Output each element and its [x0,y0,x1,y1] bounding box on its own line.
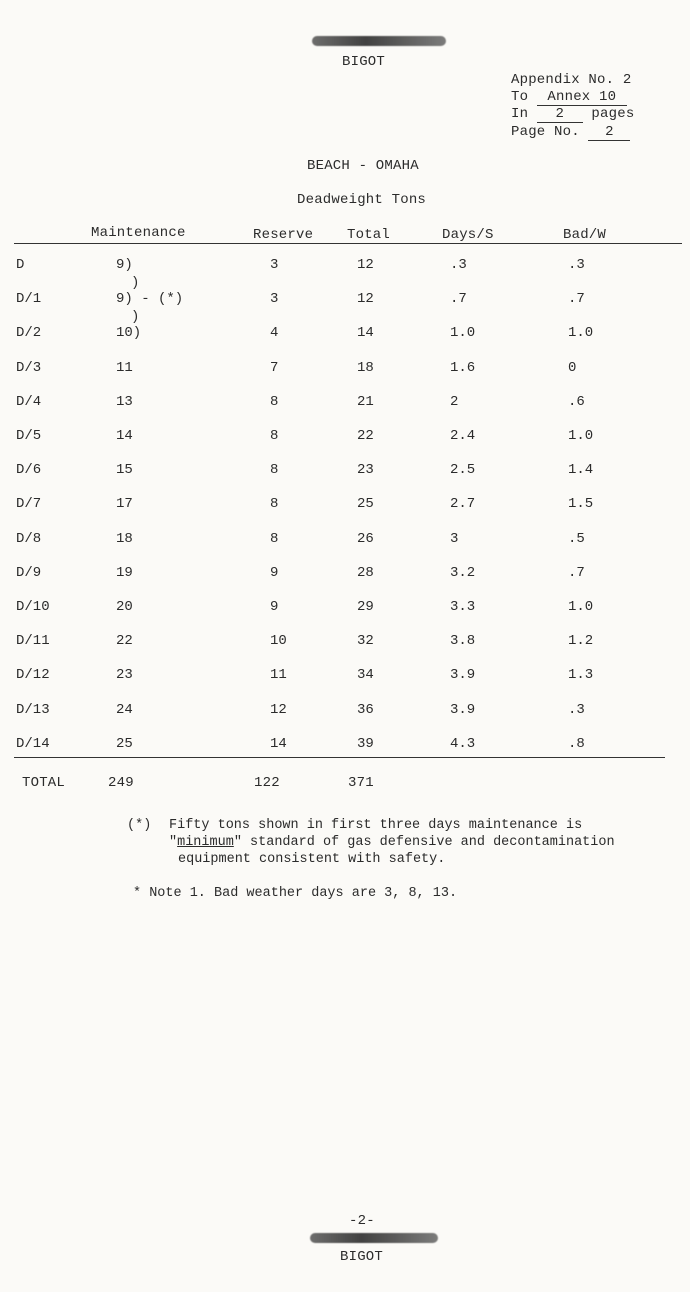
document-subtitle: Deadweight Tons [297,192,427,208]
row-bad-w: 1.2 [568,633,594,650]
row-day: D/9 [16,564,42,581]
row-bad-w: 1.4 [568,462,594,479]
row-bad-w: .7 [568,564,585,581]
note-line-2: "minimum" standard of gas defensive and decontamination [169,835,615,850]
row-total: 14 [357,325,374,342]
col-header-bad-w: Bad/W [563,227,607,243]
row-bad-w: .3 [568,701,585,718]
row-total: 32 [357,633,374,650]
row-days-s: .3 [450,257,467,273]
col-header-total: Total [347,227,391,243]
row-day: D/13 [16,701,50,718]
row-bad-w: .7 [568,291,585,308]
bottom-rule [14,757,665,758]
row-reserve: 11 [270,667,287,684]
row-total: 12 [357,291,374,308]
row-day: D/3 [16,359,42,376]
row-day: D/10 [16,599,50,615]
row-bad-w: 1.0 [568,325,594,342]
note-asterisk-mark: (*) [127,818,152,833]
row-total: 12 [357,257,374,273]
row-days-s: 3.8 [450,633,476,650]
row-day: D/12 [16,667,50,684]
row-days-s: .7 [450,291,467,308]
row-total: 21 [357,393,374,410]
page-number-footer: -2- [349,1213,375,1229]
row-days-s: 3.3 [450,599,476,615]
row-total: 36 [357,701,374,718]
col-header-reserve: Reserve [253,227,314,243]
row-day: D/4 [16,393,42,410]
classification-bottom: BIGOT [340,1249,384,1265]
row-maintenance: 11 [116,359,133,376]
col-header-days-s: Days/S [442,227,494,243]
document-title: BEACH - OMAHA [307,158,419,174]
row-maintenance: 10) [116,325,142,342]
row-maintenance: 22 [116,633,133,650]
row-reserve: 8 [270,428,279,444]
row-days-s: 3.9 [450,667,476,684]
row-days-s: 2.7 [450,496,476,513]
row-maintenance: 19 [116,564,133,581]
redaction-stamp-bottom [310,1233,438,1243]
row-maintenance: 18 [116,530,133,547]
row-maintenance: 17 [116,496,133,513]
note-line-1: Fifty tons shown in first three days maintenance is [169,818,583,833]
total-maintenance: 249 [108,775,134,791]
row-day: D/2 [16,325,42,342]
row-maintenance: 24 [116,701,133,718]
row-total: 25 [357,496,374,513]
appendix-label: Appendix No. 2 [511,72,632,88]
row-day: D [16,257,25,273]
row-bad-w: 1.0 [568,428,594,444]
row-days-s: 2.4 [450,428,476,444]
row-day: D/14 [16,735,50,752]
row-bad-w: .5 [568,530,585,547]
row-maintenance: 25 [116,735,133,752]
row-maintenance: 20 [116,599,133,615]
note-1: * Note 1. Bad weather days are 3, 8, 13. [133,886,458,901]
row-days-s: 2 [450,393,459,410]
row-days-s: 2.5 [450,462,476,479]
total-reserve: 122 [254,775,280,791]
row-reserve: 4 [270,325,279,342]
row-reserve: 8 [270,496,279,513]
row-maintenance: 9) - (*) [116,291,184,308]
row-reserve: 9 [270,599,279,615]
row-total: 28 [357,564,374,581]
row-maintenance: 23 [116,667,133,684]
row-days-s: 4.3 [450,735,476,752]
row-bad-w: .3 [568,257,585,273]
row-bad-w: 1.3 [568,667,594,684]
row-days-s: 1.6 [450,359,476,376]
row-bad-w: 1.5 [568,496,594,513]
row-total: 18 [357,359,374,376]
row-day: D/1 [16,291,42,308]
row-maintenance: 15 [116,462,133,479]
annex-line: To Annex 10 [511,89,627,106]
pages-line: In 2 pages [511,106,635,122]
row-maintenance: 13 [116,393,133,410]
row-total: 23 [357,462,374,479]
row-bad-w: 0 [568,359,577,376]
row-day: D/11 [16,633,50,650]
row-reserve: 8 [270,393,279,410]
row-total: 29 [357,599,374,615]
classification-top: BIGOT [342,54,386,70]
row-maintenance: 14 [116,428,133,444]
total-label: TOTAL [22,775,66,791]
row-total: 39 [357,735,374,752]
bracket-mark: ) [131,309,140,325]
bracket-mark: ) [131,275,140,291]
row-reserve: 8 [270,530,279,547]
row-days-s: 3.2 [450,564,476,581]
row-day: D/6 [16,462,42,479]
row-days-s: 1.0 [450,325,476,342]
redaction-stamp-top [312,36,446,46]
row-days-s: 3 [450,530,459,547]
row-bad-w: .6 [568,393,585,410]
row-bad-w: .8 [568,735,585,752]
row-reserve: 7 [270,359,279,376]
row-days-s: 3.9 [450,701,476,718]
total-total: 371 [348,775,374,791]
col-header-maintenance: Maintenance [91,225,186,241]
header-rule [14,243,682,244]
note-line-3: equipment consistent with safety. [178,852,446,867]
row-total: 22 [357,428,374,444]
row-reserve: 3 [270,257,279,273]
row-reserve: 3 [270,291,279,308]
page-number-line: Page No. 2 [511,124,630,141]
row-total: 34 [357,667,374,684]
row-total: 26 [357,530,374,547]
row-day: D/8 [16,530,42,547]
row-reserve: 12 [270,701,287,718]
row-maintenance: 9) [116,257,133,273]
row-reserve: 8 [270,462,279,479]
row-bad-w: 1.0 [568,599,594,615]
row-reserve: 10 [270,633,287,650]
row-reserve: 14 [270,735,287,752]
row-reserve: 9 [270,564,279,581]
row-day: D/5 [16,428,42,444]
row-day: D/7 [16,496,42,513]
